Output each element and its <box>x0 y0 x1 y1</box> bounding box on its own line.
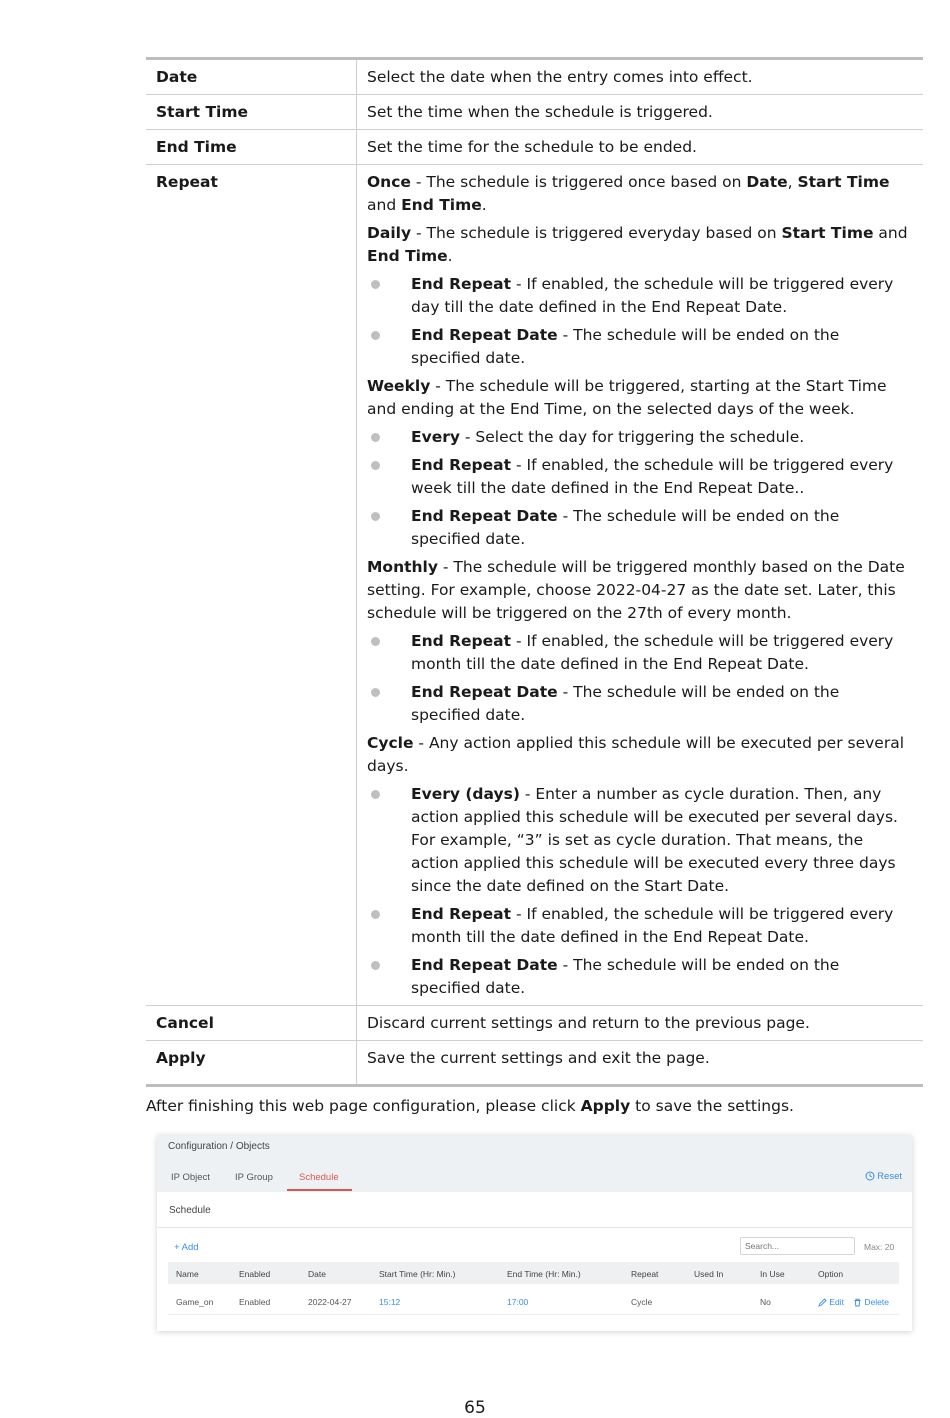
column-header[interactable]: Enabled <box>239 1269 271 1279</box>
tab-bar <box>157 1135 912 1192</box>
cell-date: 2022-04-27 <box>308 1297 352 1307</box>
column-header[interactable]: Name <box>176 1269 199 1279</box>
list-item: End Repeat - If enabled, the schedule will be triggered every day till the date defined in the End Repeat Date. <box>367 273 913 319</box>
breadcrumb: Configuration / Objects <box>168 1141 270 1152</box>
desc-cell: Set the time for the schedule to be ended. <box>367 138 697 156</box>
edit-icon <box>818 1298 827 1307</box>
bullet-icon <box>371 961 380 970</box>
column-header[interactable]: Repeat <box>631 1269 659 1279</box>
term-cell: Apply <box>146 1041 357 1086</box>
repeat-desc-cell <box>357 165 924 1006</box>
after-paragraph: After finishing this web page configuration, please click Apply to save the settings. <box>146 1097 794 1115</box>
plus-icon: + <box>174 1242 182 1253</box>
delete-label: Delete <box>864 1297 889 1307</box>
desc-cell: Discard current settings and return to the previous page. <box>367 1014 810 1032</box>
tab-schedule[interactable]: Schedule <box>299 1172 339 1183</box>
list-item: End Repeat Date - The schedule will be ended on the specified date. <box>367 954 913 1000</box>
trash-icon <box>853 1298 862 1307</box>
list-item: End Repeat Date - The schedule will be ended on the specified date. <box>367 324 913 370</box>
row-divider <box>168 1314 899 1315</box>
section-title: Schedule <box>169 1205 211 1216</box>
term-cell: Date <box>146 59 357 95</box>
bullet-icon <box>371 331 380 340</box>
term-cell: Repeat <box>146 165 357 1006</box>
list-item: End Repeat - If enabled, the schedule will be triggered every month till the date defined in the End Repeat Date. <box>367 630 913 676</box>
add-label: Add <box>181 1242 199 1253</box>
table-row <box>146 1041 923 1086</box>
tab-ip-object[interactable]: IP Object <box>171 1172 210 1183</box>
bullet-icon <box>371 790 380 799</box>
list-item: Every (days) - Enter a number as cycle duration. Then, any action applied this schedule will be executed per several days. For example, “3” is set as cycle duration. That means, the action applied this schedule will be executed every three days since the date defined on the Start Date. <box>367 783 913 898</box>
term-cell: Start Time <box>146 95 357 130</box>
table-row-repeat <box>146 165 923 1006</box>
table-row <box>146 130 923 165</box>
list-item: End Repeat - If enabled, the schedule will be triggered every month till the date defined in the End Repeat Date. <box>367 903 913 949</box>
delete-button[interactable] <box>853 1297 889 1307</box>
list-item: End Repeat Date - The schedule will be ended on the specified date. <box>367 505 913 551</box>
bullet-icon <box>371 512 380 521</box>
list-item: Every - Select the day for triggering the schedule. <box>367 426 913 449</box>
column-header[interactable]: Used In <box>694 1269 724 1279</box>
column-header[interactable]: End Time (Hr: Min.) <box>507 1269 581 1279</box>
bullet-icon <box>371 910 380 919</box>
column-header[interactable]: In Use <box>760 1269 785 1279</box>
term-cell: Cancel <box>146 1006 357 1041</box>
once-paragraph: Once - The schedule is triggered once based on Date, Start Time and End Time. <box>367 173 890 214</box>
page-number: 65 <box>464 1398 486 1418</box>
bullet-icon <box>371 637 380 646</box>
bullet-icon <box>371 280 380 289</box>
column-header: Option <box>818 1269 844 1279</box>
cycle-paragraph: Cycle - Any action applied this schedule will be executed per several days. <box>367 734 905 775</box>
list-item: End Repeat - If enabled, the schedule will be triggered every week till the date defined in the End Repeat Date.. <box>367 454 913 500</box>
cell-start-time: 15:12 <box>379 1297 401 1307</box>
tab-ip-group[interactable]: IP Group <box>235 1172 273 1183</box>
table-row <box>146 95 923 130</box>
monthly-paragraph: Monthly - The schedule will be triggered monthly based on the Date setting. For example, choose 2022-04-27 as the date set. Later, this schedule will be triggered on the 27th of every month. <box>367 558 905 622</box>
search-input[interactable] <box>740 1237 855 1255</box>
desc-cell: Set the time when the schedule is triggered. <box>367 103 713 121</box>
reset-label: Reset <box>877 1171 902 1182</box>
weekly-paragraph: Weekly - The schedule will be triggered, starting at the Start Time and ending at the End Time, on the selected days of the week. <box>367 377 887 418</box>
bullet-icon <box>371 688 380 697</box>
cell-enabled: Enabled <box>239 1297 271 1307</box>
edit-label: Edit <box>829 1297 845 1307</box>
cell-repeat: Cycle <box>631 1297 653 1307</box>
max-count: Max: 20 <box>864 1242 895 1252</box>
edit-button[interactable] <box>818 1297 844 1307</box>
column-header[interactable]: Date <box>308 1269 326 1279</box>
reset-icon <box>865 1171 875 1181</box>
parameter-table <box>146 57 923 1087</box>
desc-cell: Select the date when the entry comes into effect. <box>367 68 753 86</box>
cell-name: Game_on <box>176 1297 214 1307</box>
cell-in-use: No <box>760 1297 771 1307</box>
add-button[interactable] <box>174 1242 199 1253</box>
daily-paragraph: Daily - The schedule is triggered everyday based on Start Time and End Time. <box>367 224 908 265</box>
reset-button[interactable] <box>865 1171 902 1182</box>
table-row <box>146 59 923 95</box>
schedule-screenshot <box>157 1135 912 1331</box>
bullet-icon <box>371 461 380 470</box>
divider <box>157 1227 912 1228</box>
column-header[interactable]: Start Time (Hr: Min.) <box>379 1269 456 1279</box>
term-cell: End Time <box>146 130 357 165</box>
table-row <box>146 1006 923 1041</box>
list-item: End Repeat Date - The schedule will be ended on the specified date. <box>367 681 913 727</box>
desc-cell: Save the current settings and exit the page. <box>367 1049 710 1067</box>
cell-end-time: 17:00 <box>507 1297 529 1307</box>
bullet-icon <box>371 433 380 442</box>
active-tab-indicator <box>287 1189 352 1191</box>
